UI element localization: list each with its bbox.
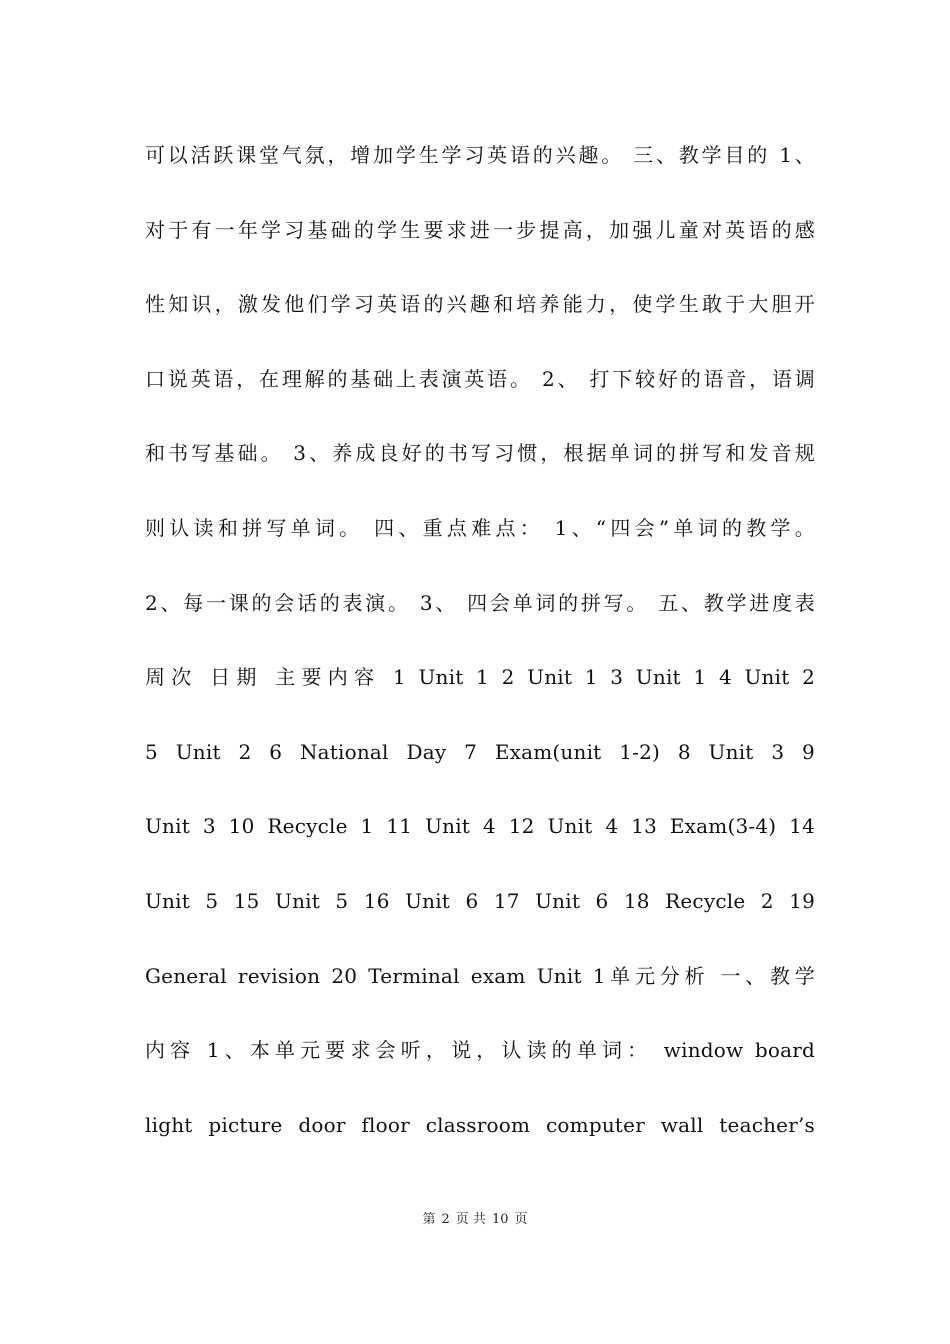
footer-suffix: 页	[514, 1212, 528, 1227]
page-footer	[0, 1208, 950, 1227]
text-line: 可以活跃课堂气氛，增加学生学习英语的兴趣。 三、教学目的 1、	[145, 143, 815, 167]
text-line: 内容 1、本单元要求会听，说，认读的单词： window board	[145, 1038, 815, 1063]
text-line: 性知识，激发他们学习英语的兴趣和培养能力，使学生敢于大胆开	[145, 292, 815, 317]
text-line: General revision 20 Terminal exam Unit 1单元分析 一、教学	[145, 963, 815, 988]
text-line: 口说英语，在理解的基础上表演英语。 2、 打下较好的语音，语调	[145, 366, 815, 391]
text-line: light picture door floor classroom computer wall teacher’s	[145, 1112, 815, 1137]
text-line: 对于有一年学习基础的学生要求进一步提高，加强儿童对英语的感	[145, 217, 815, 242]
text-line: Unit 3 10 Recycle 1 11 Unit 4 12 Unit 4 13 Exam(3-4) 14	[145, 814, 815, 839]
text-line: Unit 5 15 Unit 5 16 Unit 6 17 Unit 6 18 Recycle 2 19	[145, 888, 815, 913]
footer-page-number: 2	[441, 1212, 450, 1227]
body-text	[145, 138, 815, 1182]
footer-total-pages: 10	[491, 1212, 509, 1227]
text-line: 5 Unit 2 6 National Day 7 Exam(unit 1-2) 8 Unit 3 9	[145, 739, 815, 764]
text-line: 和书写基础。 3、养成良好的书写习惯，根据单词的拼写和发音规	[145, 441, 815, 466]
footer-middle: 页 共	[455, 1212, 486, 1227]
footer-prefix: 第	[422, 1212, 436, 1227]
text-line: 2、每一课的会话的表演。 3、 四会单词的拼写。 五、教学进度表	[145, 590, 815, 615]
text-line: 则认读和拼写单词。 四、重点难点： 1、“四会”单词的教学。	[145, 515, 815, 540]
text-line: 周次 日期 主要内容 1 Unit 1 2 Unit 1 3 Unit 1 4 Unit 2	[145, 665, 815, 690]
